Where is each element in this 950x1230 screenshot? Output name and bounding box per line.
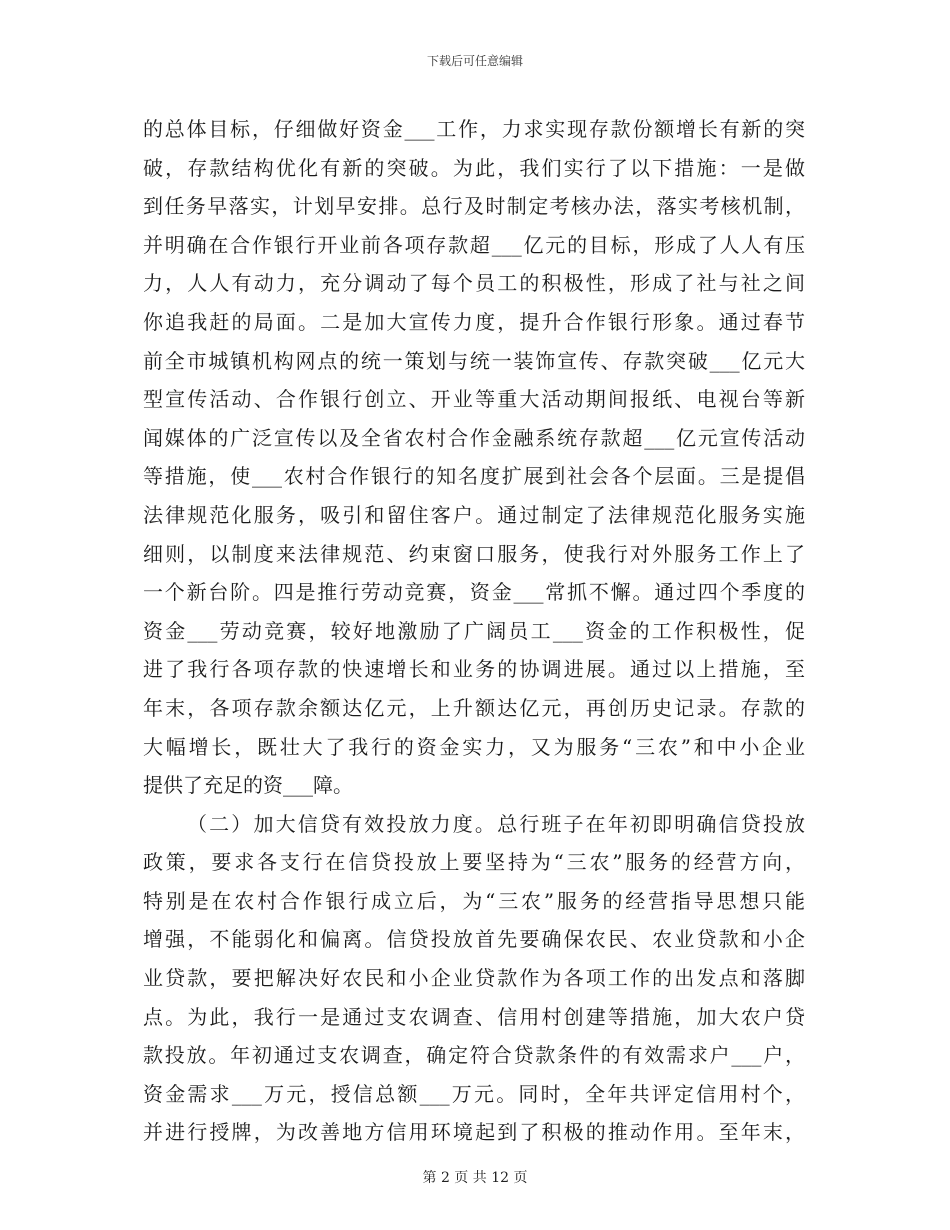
document-body <box>143 110 805 1152</box>
page-number-footer: 第 2 页 共 12 页 <box>422 1170 528 1186</box>
text-line: 特别是在农村合作银行成立后，为“三农”服务的经营指导思想只能 <box>143 888 805 913</box>
page-header: 下载后可任意编辑 <box>426 54 523 68</box>
text-line: 政策，要求各支行在信贷投放上要坚持为“三农”服务的经营方向， <box>143 850 805 875</box>
text-line: 细则，以制度来法律规范、约束窗口服务，使我行对外服务工作上了 <box>143 541 805 566</box>
text-line: 业贷款，要把解决好农民和小企业贷款作为各项工作的出发点和落脚 <box>143 966 805 991</box>
text-line: 年末，各项存款余额达亿元，上升额达亿元，再创历史记录。存款的 <box>143 695 805 720</box>
text-line: 前全市城镇机构网点的统一策划与统一装饰宣传、存款突破___亿元大 <box>143 348 805 373</box>
text-line: 大幅增长，既壮大了我行的资金实力，又为服务“三农”和中小企业 <box>143 734 805 759</box>
text-line: 到任务早落实，计划早安排。总行及时制定考核办法，落实考核机制， <box>143 194 805 219</box>
text-line: 闻媒体的广泛宣传以及全省农村合作金融系统存款超___亿元宣传活动 <box>143 425 805 450</box>
text-line: 你追我赶的局面。二是加大宣传力度，提升合作银行形象。通过春节 <box>143 309 805 334</box>
text-line: 资金需求___万元，授信总额___万元。同时，全年共评定信用村个， <box>143 1081 805 1106</box>
text-line: 款投放。年初通过支农调查，确定符合贷款条件的有效需求户___户， <box>143 1043 805 1068</box>
text-line: 增强，不能弱化和偏离。信贷投放首先要确保农民、农业贷款和小企 <box>143 927 805 952</box>
text-line: 进了我行各项存款的快速增长和业务的协调进展。通过以上措施，至 <box>143 657 805 682</box>
text-line: 法律规范化服务，吸引和留住客户。通过制定了法律规范化服务实施 <box>143 502 805 527</box>
paragraph-end-line: 提供了充足的资___障。 <box>143 773 353 798</box>
text-line: 一个新台阶。四是推行劳动竞赛，资金___常抓不懈。通过四个季度的 <box>143 580 805 605</box>
text-line: 型宣传活动、合作银行创立、开业等重大活动期间报纸、电视台等新 <box>143 387 805 412</box>
text-line: 并明确在合作银行开业前各项存款超___亿元的目标，形成了人人有压 <box>143 232 805 257</box>
text-line: 资金___劳动竞赛，较好地激励了广阔员工___资金的工作积极性，促 <box>143 618 805 643</box>
text-line: 等措施，使___农村合作银行的知名度扩展到社会各个层面。三是提倡 <box>143 464 805 489</box>
text-line: 力，人人有动力，充分调动了每个员工的积极性，形成了社与社之间 <box>143 271 805 296</box>
text-line: 的总体目标，仔细做好资金___工作，力求实现存款份额增长有新的突 <box>143 117 805 141</box>
section-heading-line: （二）加大信贷有效投放力度。总行班子在年初即明确信贷投放 <box>187 811 805 836</box>
text-line: 点。为此，我行一是通过支农调查、信用村创建等措施，加大农户贷 <box>143 1004 805 1029</box>
text-line: 破，存款结构优化有新的突破。为此，我们实行了以下措施：一是做 <box>143 155 805 180</box>
text-line: 并进行授牌，为改善地方信用环境起到了积极的推动作用。至年末， <box>143 1120 805 1145</box>
